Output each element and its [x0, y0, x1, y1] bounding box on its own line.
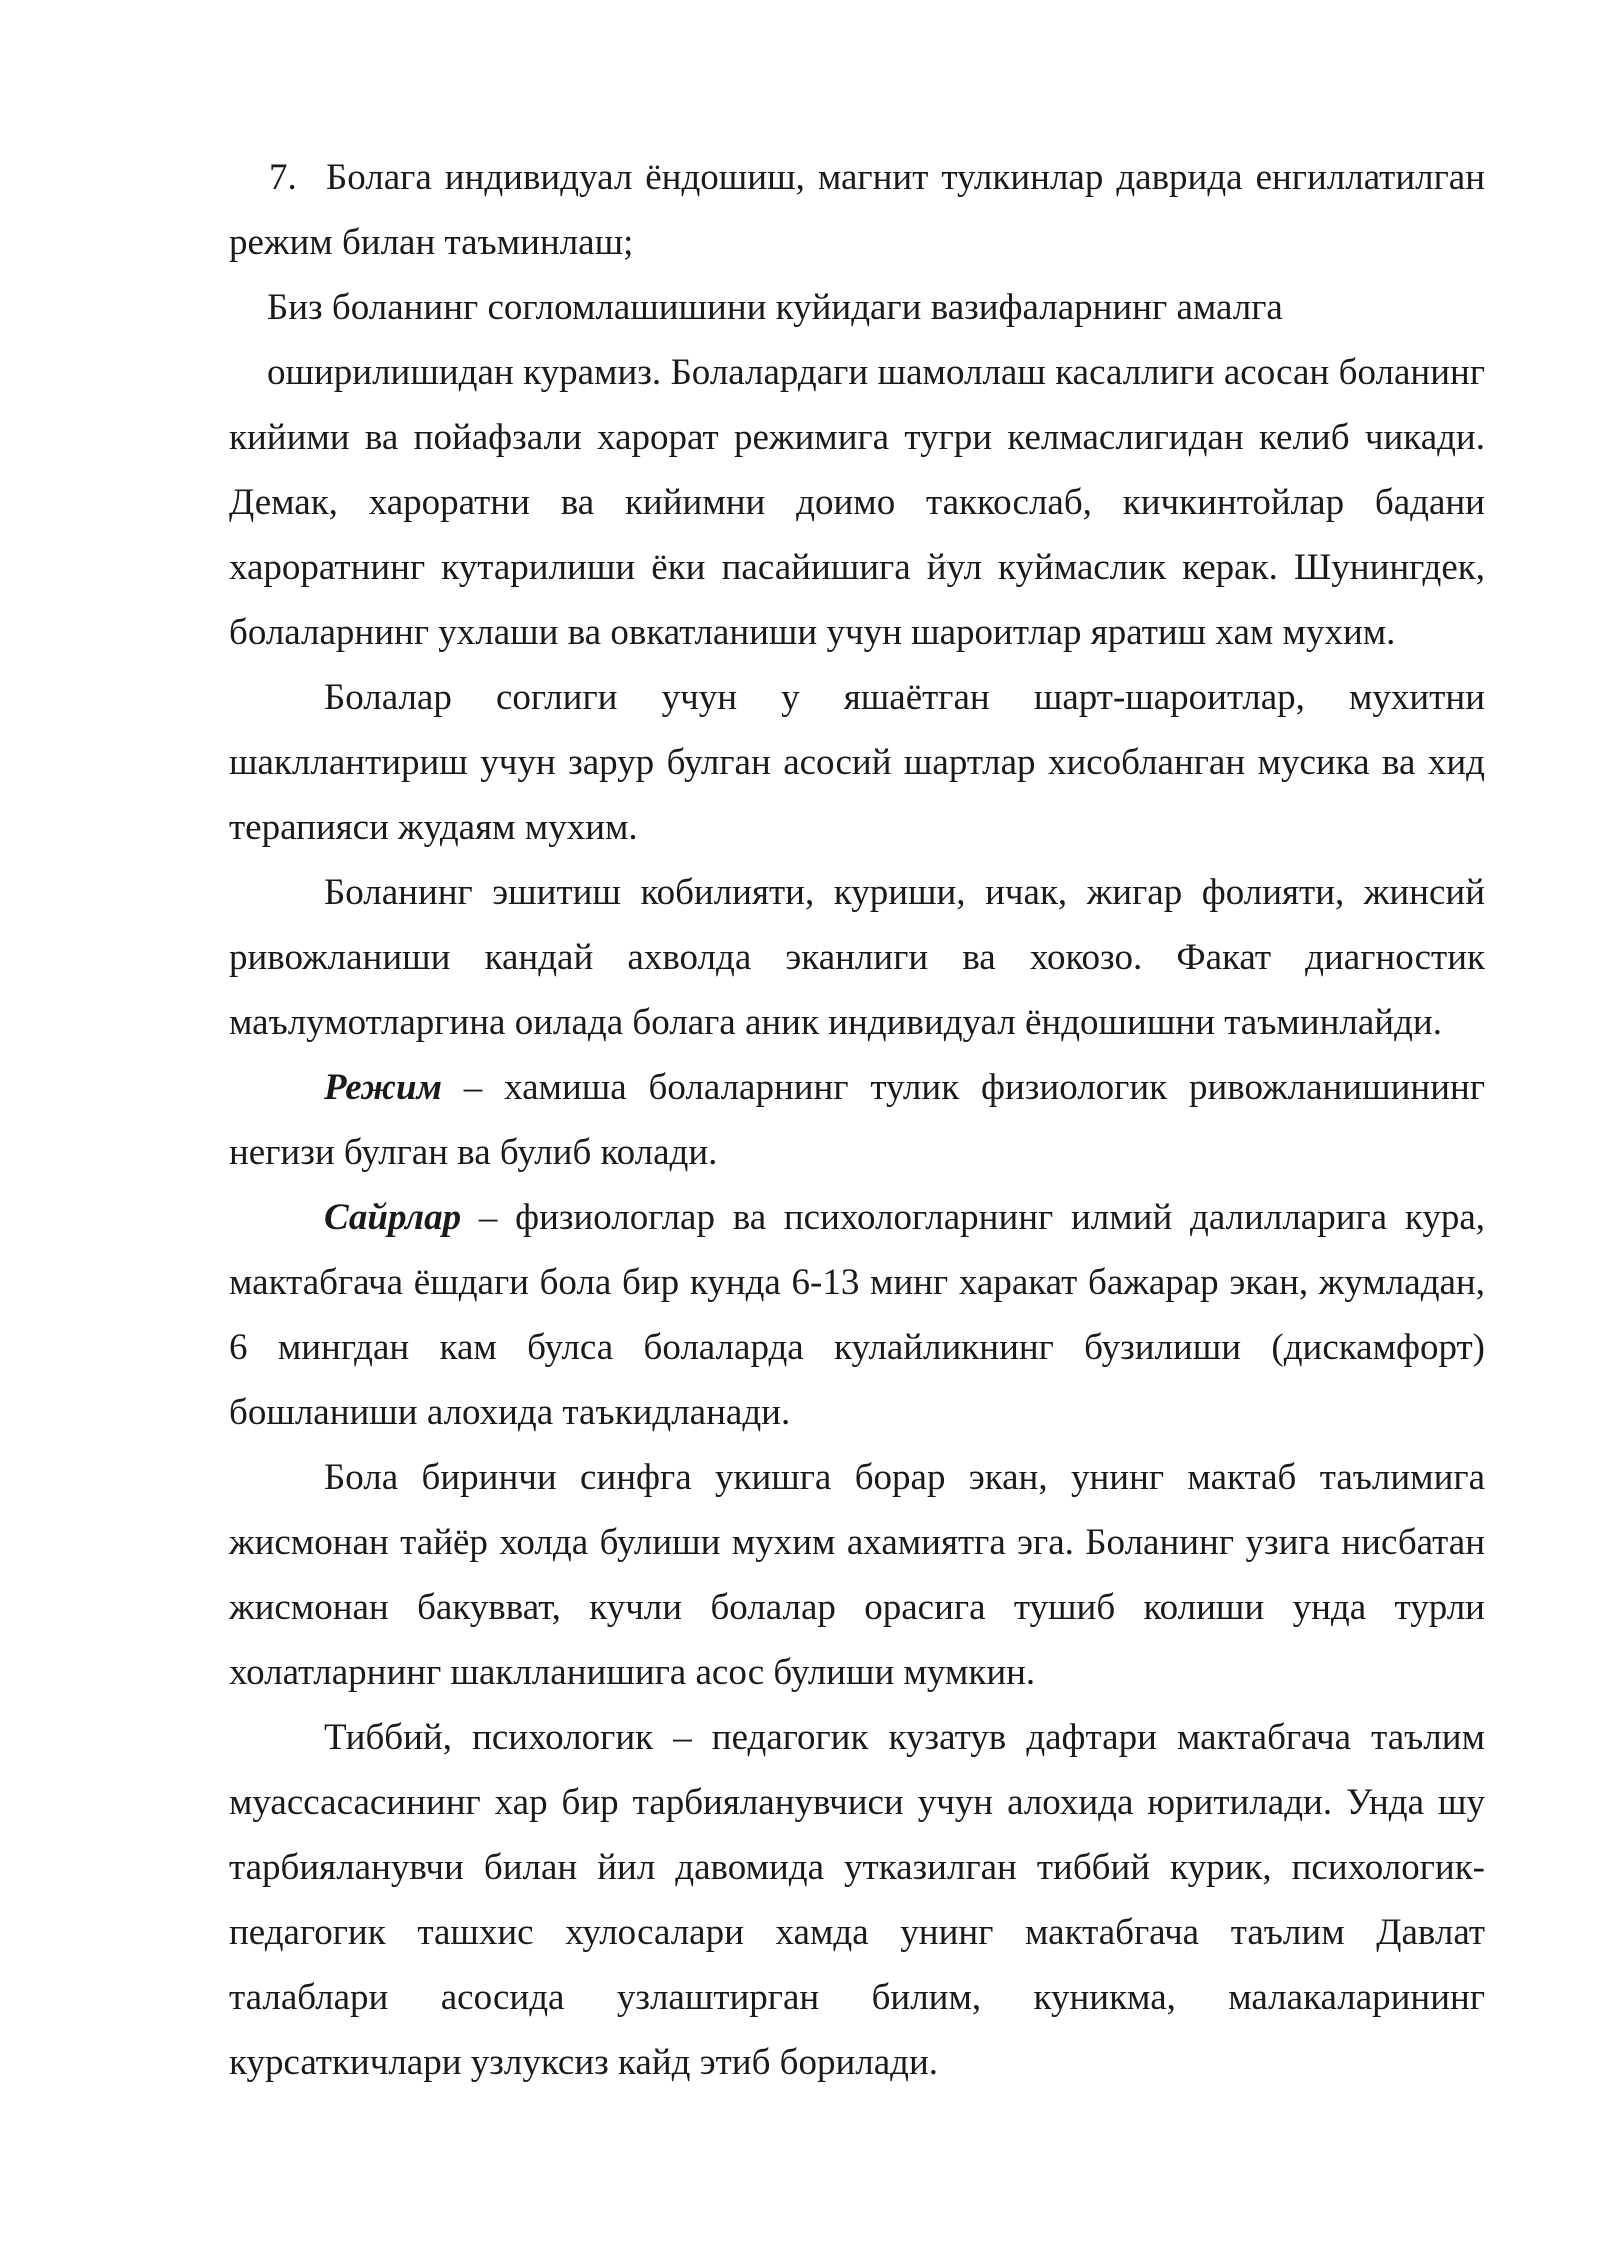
- paragraph-walks-text: – физиологлар ва психологларнинг илмий далилларига кура, мактабгача ёшдаги бола бир кунда 6-13 минг харакат бажарар экан, жумладан, 6 мингдан кам булса болаларда кулайликнинг бузилиши (дискамфорт) бошланиши алохида таъкидланади.: [229, 1197, 1485, 1433]
- paragraph-1-line-1-text: Биз боланинг согломлашишини куйидаги вазифаларнинг амалга: [267, 287, 1283, 328]
- term-walks: Сайрлар: [324, 1197, 462, 1238]
- paragraph-2-text: Болалар соглиги учун у яшаётган шарт-шароитлар, мухитни шакллантириш учун зарур булган асосий шартлар хисобланган мусика ва хид терапияси жудаям мухим.: [229, 677, 1485, 848]
- list-item-7: [229, 145, 1485, 275]
- paragraph-walks: [229, 1185, 1485, 1445]
- paragraph-7-text: Тиббий, психологик – педагогик кузатув дафтари мактабгача таълим муассасасининг хар бир тарбияланувчиси учун алохида юритилади. Унда шу тарбияланувчи билан йил давомида утказилган тиббий курик, психологик-педагогик ташхис хулосалари хамда унинг мактабгача таълим Давлат талаблари асосида узлаштирган билим, куникма, малакаларининг курсаткичлари узлуксиз кайд этиб борилади.: [229, 1717, 1485, 2083]
- document-body: [229, 145, 1485, 2095]
- paragraph-1-first-line: [229, 275, 1485, 340]
- paragraph-regime: [229, 1055, 1485, 1185]
- paragraph-2: [229, 665, 1485, 860]
- paragraph-1-rest-text: оширилишидан курамиз. Болалардаги шамоллаш касаллиги асосан боланинг кийими ва пойафзали харорат режимига тугри келмаслигидан келиб чикади. Демак, хароратни ва кийимни доимо таккослаб, кичкинтойлар бадани хароратнинг кутарилиши ёки пасайишига йул куймаслик керак. Шунингдек, болаларнинг ухлаши ва овкатланиши учун шароитлар яратиш хам мухим.: [229, 352, 1485, 653]
- term-regime: Режим: [324, 1067, 442, 1108]
- list-item-number: 7.: [269, 157, 297, 198]
- paragraph-6-text: Бола биринчи синфга укишга борар экан, унинг мактаб таълимига жисмонан тайёр холда булиши мухим ахамиятга эга. Боланинг узига нисбатан жисмонан бакувват, кучли болалар орасига тушиб колиши унда турли холатларнинг шаклланишига асос булиши мумкин.: [229, 1457, 1485, 1693]
- paragraph-3: [229, 860, 1485, 1055]
- paragraph-6: [229, 1445, 1485, 1705]
- paragraph-7: [229, 1705, 1485, 2095]
- paragraph-3-text: Боланинг эшитиш кобилияти, куриши, ичак, жигар фолияти, жинсий ривожланиши кандай ахволда эканлиги ва хокозо. Факат диагностик маълумотларгина оилада болага аник индивидуал ёндошишни таъминлайди.: [229, 872, 1485, 1043]
- list-item-text: Болага индивидуал ёндошиш, магнит тулкинлар даврида енгиллатилган режим билан таъминлаш;: [229, 157, 1485, 263]
- paragraph-regime-text: – хамиша болаларнинг тулик физиологик ривожланишининг негизи булган ва булиб колади.: [229, 1067, 1485, 1173]
- paragraph-1-continuation: [229, 340, 1485, 665]
